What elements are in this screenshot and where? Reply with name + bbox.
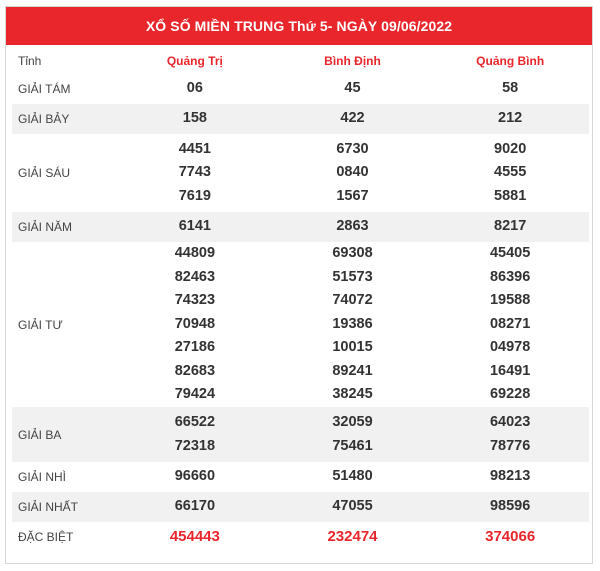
- prize-number: 44809: [174, 245, 216, 262]
- prize-number: 6730: [336, 140, 369, 157]
- prize-name: GIẢI NHẤT: [12, 492, 116, 522]
- prize-number: 422: [340, 110, 365, 127]
- prize-row: [12, 522, 589, 552]
- prize-cell: [431, 212, 589, 242]
- prize-name: GIẢI NHÌ: [18, 470, 67, 484]
- prize-number: 47055: [332, 498, 373, 515]
- special-prize-number: 374066: [485, 528, 536, 546]
- prize-number: 74072: [332, 292, 373, 309]
- prize-number: 27186: [174, 339, 216, 356]
- province-name: Bình Định: [324, 54, 381, 68]
- prize-number: 58: [502, 80, 519, 97]
- prize-name: GIẢI BA: [12, 407, 116, 462]
- prize-number: 66522: [174, 414, 216, 430]
- prize-number: 10015: [332, 339, 373, 356]
- prize-cell: [116, 74, 274, 104]
- prize-cell: [116, 104, 274, 134]
- prize-number: 75461: [332, 437, 373, 454]
- prize-row: [12, 134, 589, 212]
- prize-name: GIẢI BẢY: [12, 104, 116, 134]
- prize-name: ĐẶC BIỆT: [18, 530, 74, 544]
- prize-number: 4451: [178, 140, 211, 157]
- prize-cell: [431, 492, 589, 522]
- prize-number: 98596: [489, 498, 531, 515]
- prize-cell: [116, 407, 274, 462]
- prize-number: 8217: [494, 218, 527, 235]
- prize-number: 7743: [178, 164, 211, 181]
- prize-number: 51480: [332, 468, 373, 485]
- prize-cell: [274, 462, 432, 492]
- prize-cell: [116, 492, 274, 522]
- results-table: [12, 48, 589, 552]
- province-name: Quảng Trị: [166, 54, 223, 68]
- prize-row: [12, 74, 589, 104]
- prize-rows: [12, 74, 589, 552]
- prize-number: 2863: [336, 218, 369, 235]
- prize-number: 19386: [332, 315, 373, 332]
- prize-cell: [431, 74, 589, 104]
- prize-cell: [274, 407, 432, 462]
- prize-number: 6141: [178, 218, 211, 235]
- prize-number: 82683: [174, 362, 216, 379]
- prize-cell: [116, 212, 274, 242]
- prize-cell: [116, 134, 274, 212]
- prize-row: [12, 462, 589, 492]
- prize-name: GIẢI TƯ: [18, 317, 63, 332]
- prize-cell: [274, 492, 432, 522]
- prize-name: GIẢI TÁM: [18, 82, 71, 96]
- prize-number: 98213: [489, 468, 531, 485]
- prize-number: 70948: [174, 315, 216, 332]
- prize-number: 9020: [494, 140, 527, 157]
- prize-row: [12, 407, 589, 462]
- special-prize-number: 454443: [169, 528, 220, 546]
- prize-row: [12, 104, 589, 134]
- prize-cell: [274, 212, 432, 242]
- special-prize-number: 232474: [327, 528, 378, 546]
- prize-row: [12, 242, 589, 407]
- prize-cell: [431, 407, 589, 462]
- prize-number: 86396: [489, 268, 531, 285]
- prize-number: 0840: [336, 164, 369, 181]
- prize-number: 51573: [332, 268, 373, 285]
- prize-number: 38245: [332, 386, 373, 403]
- prize-number: 45405: [489, 245, 531, 262]
- prize-number: 04978: [489, 339, 531, 356]
- prize-number: 96660: [174, 468, 216, 485]
- prize-number: 32059: [332, 414, 373, 430]
- prize-number: 06: [186, 80, 203, 97]
- prize-number: 69308: [332, 245, 373, 262]
- prize-cell: [274, 104, 432, 134]
- prize-cell: [274, 522, 432, 552]
- prize-number: 82463: [174, 268, 216, 285]
- prize-cell: [431, 134, 589, 212]
- prize-number: 08271: [489, 315, 531, 332]
- prize-row: [12, 212, 589, 242]
- prize-name: GIẢI SÁU: [18, 166, 71, 180]
- prize-number: 158: [182, 110, 207, 127]
- prize-number: 19588: [489, 292, 531, 309]
- prize-number: 1567: [336, 187, 369, 204]
- prize-cell: [116, 462, 274, 492]
- prize-number: 45: [344, 80, 361, 97]
- prize-number: 89241: [332, 362, 373, 379]
- prize-cell: [116, 522, 274, 552]
- prize-cell: [274, 134, 432, 212]
- province-name: Quảng Bình: [476, 54, 545, 68]
- prize-number: 16491: [489, 362, 531, 379]
- prize-cell: [431, 104, 589, 134]
- prize-number: 64023: [489, 414, 531, 430]
- prize-number: 72318: [174, 437, 216, 454]
- prize-cell: [431, 462, 589, 492]
- prize-row: [12, 492, 589, 522]
- prize-number: 69228: [489, 386, 531, 403]
- prize-cell: [431, 242, 589, 407]
- prize-number: 66170: [174, 498, 216, 515]
- prize-cell: [431, 522, 589, 552]
- header-row: [12, 48, 589, 74]
- prize-cell: [116, 242, 274, 407]
- prize-number: 212: [498, 110, 523, 127]
- prize-cell: [274, 242, 432, 407]
- province-header-label: Tỉnh: [18, 54, 42, 68]
- prize-number: 78776: [489, 437, 531, 454]
- prize-name: GIẢI NĂM: [12, 212, 116, 242]
- page-title: XỔ SỐ MIỀN TRUNG Thứ 5- NGÀY 09/06/2022: [6, 7, 592, 45]
- prize-cell: [274, 74, 432, 104]
- prize-number: 7619: [178, 187, 211, 204]
- prize-number: 79424: [174, 386, 216, 403]
- prize-number: 4555: [494, 164, 527, 181]
- prize-number: 5881: [494, 187, 527, 204]
- prize-number: 74323: [174, 292, 216, 309]
